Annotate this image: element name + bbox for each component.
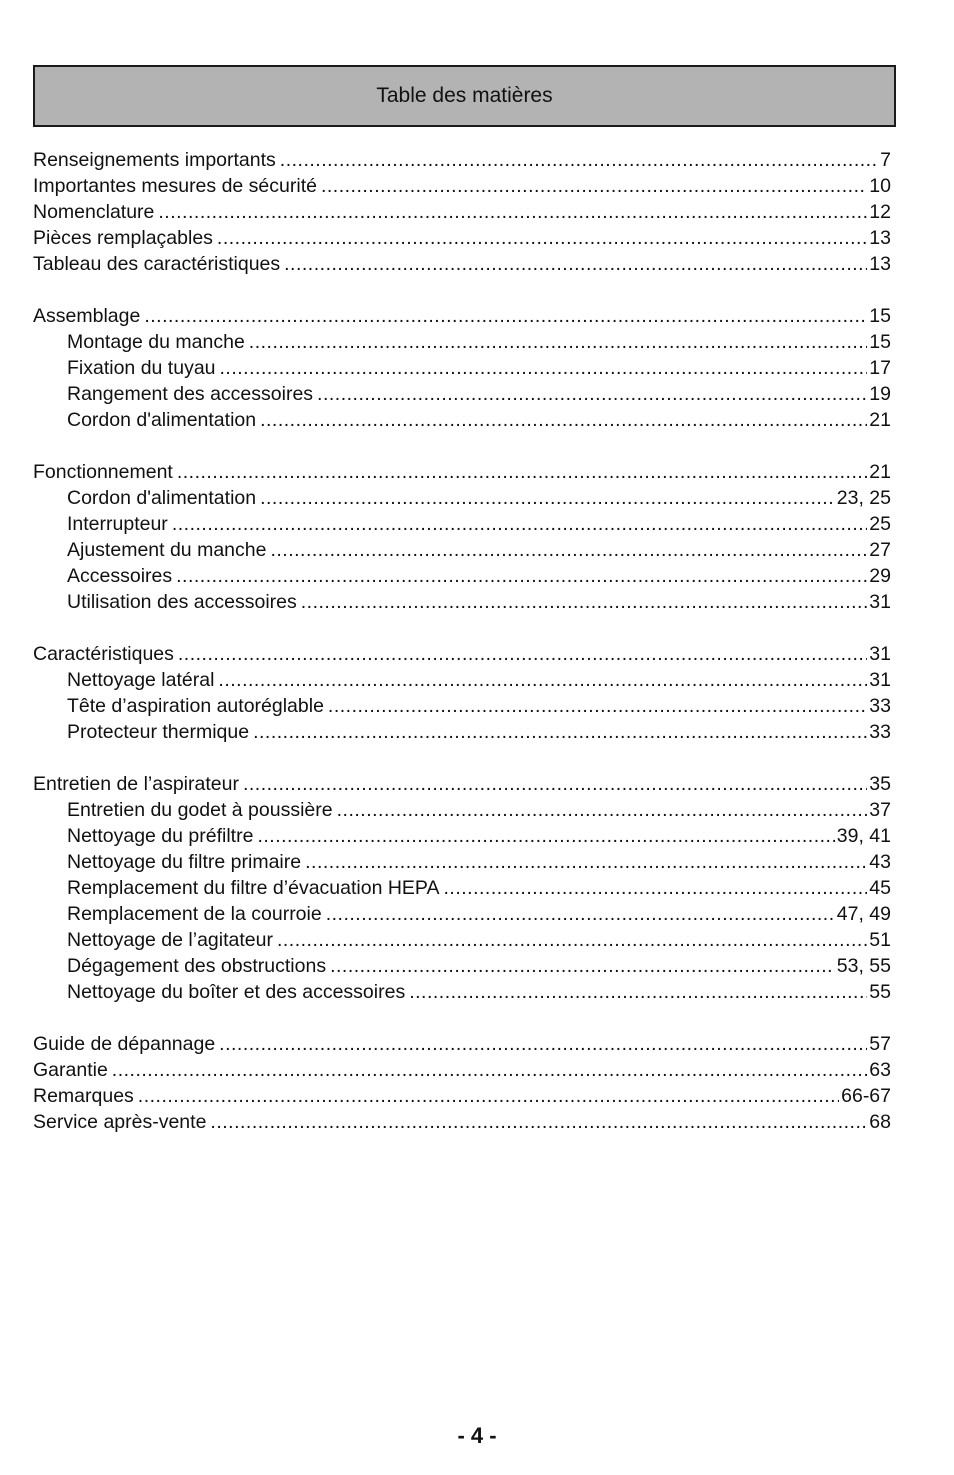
toc-entry-page: 19 xyxy=(869,383,891,405)
toc-subentry xyxy=(33,381,891,407)
toc-section xyxy=(33,1031,891,1135)
toc-entry-label: Nettoyage du boîter et des accessoires xyxy=(67,981,406,1003)
dot-leader xyxy=(220,355,868,381)
dot-leader xyxy=(178,641,867,667)
toc-entry-page: 63 xyxy=(869,1059,891,1081)
toc-entry-label: Nettoyage du filtre primaire xyxy=(67,851,302,873)
toc-entry-label: Ajustement du manche xyxy=(67,539,267,561)
dot-leader xyxy=(112,1057,868,1083)
toc-entry-label: Rangement des accessoires xyxy=(67,383,314,405)
toc-entry xyxy=(33,173,891,199)
toc-entry-label: Cordon d'alimentation xyxy=(67,487,257,509)
dot-leader xyxy=(243,771,867,797)
dot-leader xyxy=(280,147,878,173)
toc-entry xyxy=(33,1057,891,1083)
toc-subentry xyxy=(33,329,891,355)
dot-leader xyxy=(326,901,835,927)
toc-entry-page: 12 xyxy=(869,201,891,223)
page-title: Table des matières xyxy=(376,84,553,107)
toc-entry-page: 31 xyxy=(869,643,891,665)
toc-entry-label: Fonctionnement xyxy=(33,461,173,483)
toc-section xyxy=(33,641,891,745)
toc-subentry xyxy=(33,511,891,537)
toc-entry-label: Nettoyage latéral xyxy=(67,669,215,691)
toc-entry-page: 66-67 xyxy=(841,1085,891,1107)
dot-leader xyxy=(409,979,867,1005)
toc-subentry xyxy=(33,667,891,693)
toc-entry-label: Entretien de l’aspirateur xyxy=(33,773,239,795)
toc-entry-label: Accessoires xyxy=(67,565,173,587)
toc-subentry xyxy=(33,719,891,745)
dot-leader xyxy=(219,1031,867,1057)
toc-entry-page: 23, 25 xyxy=(836,487,891,509)
toc-subentry xyxy=(33,979,891,1005)
toc-entry-label: Garantie xyxy=(33,1059,108,1081)
toc-entry-label: Pièces remplaçables xyxy=(33,227,213,249)
toc-subentry xyxy=(33,927,891,953)
toc-entry-page: 13 xyxy=(869,253,891,275)
toc-entry-page: 7 xyxy=(880,149,891,171)
toc-entry-page: 55 xyxy=(869,981,891,1003)
toc-subentry xyxy=(33,485,891,511)
toc-subentry xyxy=(33,875,891,901)
toc-entry-label: Guide de dépannage xyxy=(33,1033,216,1055)
toc-entry xyxy=(33,641,891,667)
toc-entry-page: 29 xyxy=(869,565,891,587)
toc-entry xyxy=(33,771,891,797)
toc-entry-page: 13 xyxy=(869,227,891,249)
toc-entry-page: 47, 49 xyxy=(836,903,891,925)
toc-entry xyxy=(33,147,891,173)
dot-leader xyxy=(444,875,868,901)
toc-entry-page: 45 xyxy=(869,877,891,899)
toc-subentry xyxy=(33,849,891,875)
toc-section xyxy=(33,147,891,277)
dot-leader xyxy=(321,173,867,199)
dot-leader xyxy=(330,953,835,979)
toc-entry-label: Utilisation des accessoires xyxy=(67,591,297,613)
toc-entry-page: 21 xyxy=(869,409,891,431)
toc-entry-label: Nettoyage de l’agitateur xyxy=(67,929,273,951)
toc-entry-page: 27 xyxy=(869,539,891,561)
toc-entry-label: Montage du manche xyxy=(67,331,245,353)
toc-subentry xyxy=(33,537,891,563)
toc-subentry xyxy=(33,693,891,719)
toc-entry-label: Dégagement des obstructions xyxy=(67,955,327,977)
dot-leader xyxy=(328,693,867,719)
dot-leader xyxy=(305,849,867,875)
toc-entry-page: 33 xyxy=(869,695,891,717)
toc-entry xyxy=(33,1031,891,1057)
dot-leader xyxy=(144,303,867,329)
toc-section xyxy=(33,303,891,433)
toc-entry-page: 15 xyxy=(869,305,891,327)
dot-leader xyxy=(138,1083,839,1109)
dot-leader xyxy=(176,563,867,589)
toc-entry-label: Entretien du godet à poussière xyxy=(67,799,333,821)
toc-section xyxy=(33,459,891,615)
toc-entry-label: Service après-vente xyxy=(33,1111,207,1133)
toc-entry-page: 15 xyxy=(869,331,891,353)
dot-leader xyxy=(257,823,834,849)
dot-leader xyxy=(260,485,835,511)
toc-subentry xyxy=(33,355,891,381)
toc-entry-page: 17 xyxy=(869,357,891,379)
toc-title-box xyxy=(33,65,896,127)
toc-entry-page: 37 xyxy=(869,799,891,821)
toc-entry-page: 31 xyxy=(869,669,891,691)
toc-entry-page: 33 xyxy=(869,721,891,743)
toc-entry-label: Nettoyage du préfiltre xyxy=(67,825,254,847)
toc-entry-label: Interrupteur xyxy=(67,513,168,535)
toc-entry-page: 39, 41 xyxy=(836,825,891,847)
dot-leader xyxy=(337,797,868,823)
toc-entry-label: Importantes mesures de sécurité xyxy=(33,175,317,197)
toc-subentry xyxy=(33,589,891,615)
toc-subentry xyxy=(33,953,891,979)
dot-leader xyxy=(217,225,867,251)
toc-entry xyxy=(33,199,891,225)
dot-leader xyxy=(317,381,867,407)
toc-entry-page: 57 xyxy=(869,1033,891,1055)
dot-leader xyxy=(253,719,867,745)
toc-entry xyxy=(33,1083,891,1109)
toc-entry-label: Assemblage xyxy=(33,305,141,327)
dot-leader xyxy=(210,1109,867,1135)
dot-leader xyxy=(158,199,867,225)
toc-entry-label: Tableau des caractéristiques xyxy=(33,253,281,275)
toc-subentry xyxy=(33,797,891,823)
dot-leader xyxy=(284,251,867,277)
dot-leader xyxy=(177,459,867,485)
toc-subentry xyxy=(33,823,891,849)
table-of-contents xyxy=(33,147,891,1161)
toc-entry-page: 10 xyxy=(869,175,891,197)
toc-entry-page: 21 xyxy=(869,461,891,483)
toc-entry-label: Tête d’aspiration autoréglable xyxy=(67,695,324,717)
toc-entry-page: 31 xyxy=(869,591,891,613)
toc-entry xyxy=(33,459,891,485)
toc-entry xyxy=(33,303,891,329)
toc-entry-label: Remarques xyxy=(33,1085,134,1107)
toc-entry xyxy=(33,1109,891,1135)
toc-entry-label: Protecteur thermique xyxy=(67,721,250,743)
toc-entry-page: 25 xyxy=(869,513,891,535)
toc-entry-label: Renseignements importants xyxy=(33,149,276,171)
toc-entry-label: Caractéristiques xyxy=(33,643,174,665)
dot-leader xyxy=(301,589,868,615)
dot-leader xyxy=(172,511,867,537)
toc-entry xyxy=(33,225,891,251)
toc-entry-label: Remplacement du filtre d’évacuation HEPA xyxy=(67,877,440,899)
toc-entry-label: Fixation du tuyau xyxy=(67,357,216,379)
page-number: - 4 - xyxy=(457,1423,497,1448)
toc-entry xyxy=(33,251,891,277)
dot-leader xyxy=(249,329,868,355)
toc-entry-page: 53, 55 xyxy=(836,955,891,977)
toc-subentry xyxy=(33,407,891,433)
toc-entry-label: Remplacement de la courroie xyxy=(67,903,322,925)
dot-leader xyxy=(218,667,867,693)
dot-leader xyxy=(277,927,867,953)
toc-entry-page: 51 xyxy=(869,929,891,951)
dot-leader xyxy=(270,537,867,563)
toc-section xyxy=(33,771,891,1005)
toc-entry-page: 35 xyxy=(869,773,891,795)
toc-entry-page: 68 xyxy=(869,1111,891,1133)
toc-entry-page: 43 xyxy=(869,851,891,873)
toc-subentry xyxy=(33,901,891,927)
toc-entry-label: Nomenclature xyxy=(33,201,155,223)
toc-entry-label: Cordon d'alimentation xyxy=(67,409,257,431)
dot-leader xyxy=(260,407,867,433)
toc-subentry xyxy=(33,563,891,589)
